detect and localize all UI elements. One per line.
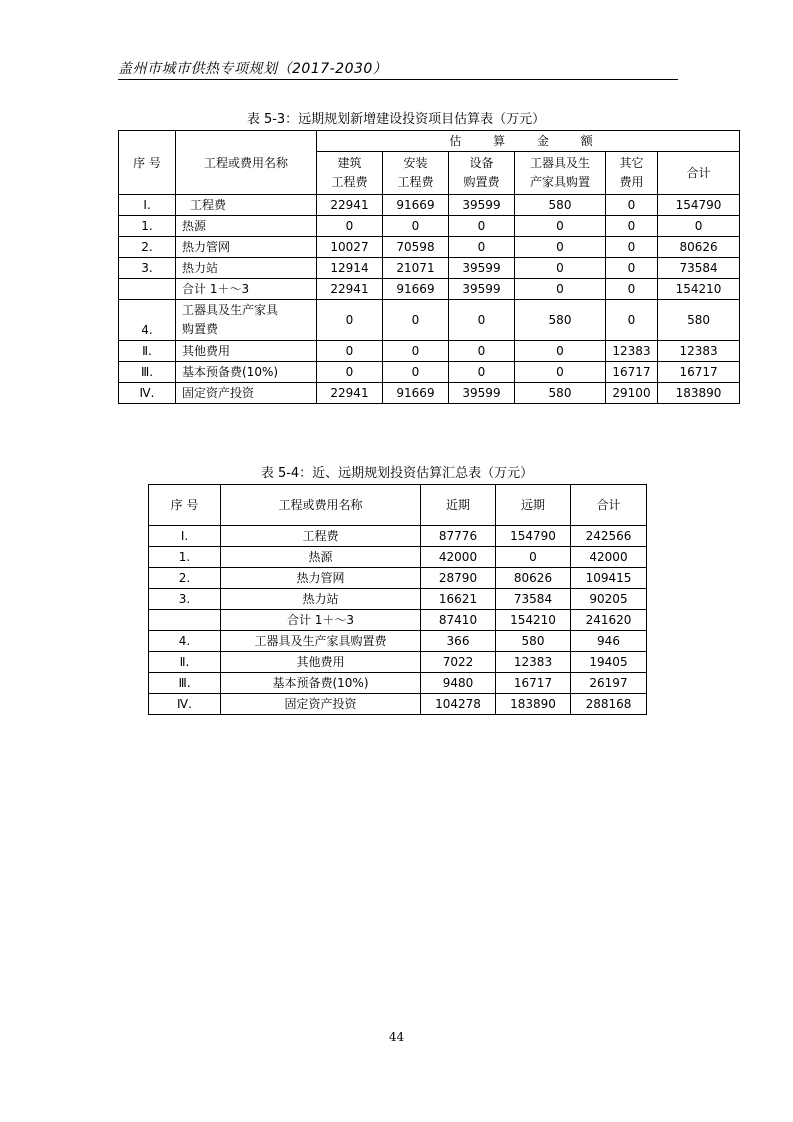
row-value: 154210	[658, 279, 740, 300]
row-value: 91669	[383, 279, 449, 300]
header-estimate-amount: 估 算 金 额	[317, 131, 740, 152]
header-item-name: 工程或费用名称	[176, 131, 317, 195]
table-row	[149, 568, 647, 589]
row-value: 241620	[571, 610, 647, 631]
row-value: 288168	[571, 694, 647, 715]
row-value: 39599	[449, 383, 515, 404]
row-seq: 2.	[119, 237, 176, 258]
row-value: 0	[515, 237, 606, 258]
table-row	[119, 237, 740, 258]
table-row	[119, 279, 740, 300]
row-value: 0	[383, 216, 449, 237]
subheader-line: 建筑	[337, 156, 362, 170]
header-seq: 序 号	[119, 131, 176, 195]
row-value: 183890	[658, 383, 740, 404]
row-seq: Ⅰ.	[119, 195, 176, 216]
row-item-name: 固定资产投资	[221, 694, 421, 715]
table-row	[119, 341, 740, 362]
row-value: 26197	[571, 673, 647, 694]
row-value: 19405	[571, 652, 647, 673]
row-item-name: 热力站	[221, 589, 421, 610]
row-value: 0	[449, 216, 515, 237]
row-seq: 1.	[149, 547, 221, 568]
row-value: 104278	[421, 694, 496, 715]
row-value: 0	[606, 216, 658, 237]
subheader-line: 工程费	[331, 175, 368, 189]
document-header-title: 盖州市城市供热专项规划（2017-2030）	[118, 61, 388, 77]
table-row	[149, 631, 647, 652]
row-value: 0	[515, 258, 606, 279]
table2-caption: 表 5-4：近、远期规划投资估算汇总表（万元）	[260, 466, 534, 481]
row-value: 16717	[606, 362, 658, 383]
header-divider	[118, 79, 678, 80]
subheader-line: 费用	[619, 175, 644, 189]
subheader-line: 产家具购置	[529, 175, 590, 189]
row-item-name: 基本预备费(10%)	[221, 673, 421, 694]
table-row	[149, 526, 647, 547]
row-value: 16717	[496, 673, 571, 694]
table-row	[119, 216, 740, 237]
row-value: 16717	[658, 362, 740, 383]
row-value: 22941	[317, 195, 383, 216]
header-cell: 合计	[571, 485, 647, 526]
row-seq: 4.	[149, 631, 221, 652]
page-number: 44	[388, 1030, 405, 1044]
row-item-name: 其他费用	[221, 652, 421, 673]
row-value: 10027	[317, 237, 383, 258]
subheader-cell	[515, 152, 606, 195]
row-item-name: 热力站	[176, 258, 317, 279]
row-value: 42000	[571, 547, 647, 568]
row-value: 39599	[449, 279, 515, 300]
row-value: 0	[606, 195, 658, 216]
table-row	[119, 300, 740, 341]
row-item-name: 热力管网	[221, 568, 421, 589]
row-item-name	[176, 300, 317, 341]
row-value: 154790	[658, 195, 740, 216]
row-item-name: 工程费	[176, 195, 317, 216]
row-value: 39599	[449, 258, 515, 279]
row-seq: 3.	[119, 258, 176, 279]
table-row	[149, 694, 647, 715]
row-value: 91669	[383, 195, 449, 216]
row-seq: Ⅲ.	[119, 362, 176, 383]
row-value: 70598	[383, 237, 449, 258]
far-term-investment-table	[118, 130, 740, 404]
row-value: 0	[606, 258, 658, 279]
header-cell: 工程或费用名称	[221, 485, 421, 526]
row-value: 12383	[658, 341, 740, 362]
table-row	[149, 652, 647, 673]
table-row	[149, 610, 647, 631]
row-value: 580	[496, 631, 571, 652]
row-value: 183890	[496, 694, 571, 715]
subheader-line: 合计	[686, 165, 711, 180]
row-value: 0	[449, 300, 515, 341]
row-seq: 4.	[119, 300, 176, 341]
row-value: 0	[606, 300, 658, 341]
row-item-name-line: 工器具及生产家具	[182, 303, 279, 317]
row-value: 0	[606, 237, 658, 258]
row-value: 16621	[421, 589, 496, 610]
subheader-line: 购置费	[463, 175, 500, 189]
subheader-line: 工程费	[397, 175, 434, 189]
table-header-row	[149, 485, 647, 526]
row-value: 0	[449, 237, 515, 258]
row-value: 42000	[421, 547, 496, 568]
row-value: 0	[658, 216, 740, 237]
row-value: 0	[449, 341, 515, 362]
row-value: 0	[515, 341, 606, 362]
row-seq	[119, 279, 176, 300]
row-value: 0	[317, 216, 383, 237]
row-value: 7022	[421, 652, 496, 673]
row-value: 12383	[496, 652, 571, 673]
row-value: 0	[317, 300, 383, 341]
row-item-name: 合计 1＋～3	[176, 279, 317, 300]
subheader-cell	[383, 152, 449, 195]
row-item-name: 工程费	[221, 526, 421, 547]
header-cell: 近期	[421, 485, 496, 526]
row-value: 9480	[421, 673, 496, 694]
row-value: 12383	[606, 341, 658, 362]
subheader-line: 其它	[619, 156, 644, 170]
row-value: 0	[383, 300, 449, 341]
row-value: 73584	[658, 258, 740, 279]
table-row	[149, 589, 647, 610]
row-seq: Ⅰ.	[149, 526, 221, 547]
row-value: 580	[515, 300, 606, 341]
subheader-cell	[606, 152, 658, 195]
row-value: 0	[496, 547, 571, 568]
row-value: 80626	[496, 568, 571, 589]
row-value: 0	[515, 362, 606, 383]
row-seq: 2.	[149, 568, 221, 589]
table-row	[119, 195, 740, 216]
table1-caption: 表 5-3：远期规划新增建设投资项目估算表（万元）	[246, 112, 546, 127]
row-value: 90205	[571, 589, 647, 610]
subheader-cell	[317, 152, 383, 195]
row-seq: 1.	[119, 216, 176, 237]
row-value: 39599	[449, 195, 515, 216]
header-cell: 远期	[496, 485, 571, 526]
row-value: 87776	[421, 526, 496, 547]
row-seq: Ⅳ.	[119, 383, 176, 404]
table-row	[149, 547, 647, 568]
row-item-name: 其他费用	[176, 341, 317, 362]
row-value: 22941	[317, 279, 383, 300]
row-value: 12914	[317, 258, 383, 279]
row-value: 366	[421, 631, 496, 652]
subheader-cell	[658, 152, 740, 195]
row-value: 73584	[496, 589, 571, 610]
row-value: 22941	[317, 383, 383, 404]
row-value: 0	[317, 362, 383, 383]
row-seq: Ⅱ.	[119, 341, 176, 362]
row-value: 80626	[658, 237, 740, 258]
row-value: 0	[317, 341, 383, 362]
table-row	[119, 362, 740, 383]
row-value: 91669	[383, 383, 449, 404]
row-value: 580	[658, 300, 740, 341]
row-value: 109415	[571, 568, 647, 589]
row-value: 21071	[383, 258, 449, 279]
row-value: 0	[383, 362, 449, 383]
row-item-name: 热源	[176, 216, 317, 237]
row-item-name: 热力管网	[176, 237, 317, 258]
row-item-name: 基本预备费(10%)	[176, 362, 317, 383]
row-item-name-line: 购置费	[182, 322, 219, 336]
subheader-line: 设备	[469, 156, 494, 170]
row-seq: Ⅲ.	[149, 673, 221, 694]
row-value: 29100	[606, 383, 658, 404]
row-value: 580	[515, 383, 606, 404]
row-item-name: 热源	[221, 547, 421, 568]
table-row	[149, 673, 647, 694]
row-seq: Ⅱ.	[149, 652, 221, 673]
row-value: 28790	[421, 568, 496, 589]
row-value: 0	[515, 216, 606, 237]
subheader-cell	[449, 152, 515, 195]
row-seq: 3.	[149, 589, 221, 610]
row-value: 242566	[571, 526, 647, 547]
row-value: 154210	[496, 610, 571, 631]
row-value: 0	[449, 362, 515, 383]
row-item-name: 工器具及生产家具购置费	[221, 631, 421, 652]
row-value: 0	[515, 279, 606, 300]
row-item-name: 固定资产投资	[176, 383, 317, 404]
table-row	[119, 383, 740, 404]
row-item-name: 合计 1＋～3	[221, 610, 421, 631]
table-header-row	[119, 131, 740, 152]
row-seq	[149, 610, 221, 631]
header-cell: 序 号	[149, 485, 221, 526]
row-value: 580	[515, 195, 606, 216]
investment-summary-table	[148, 484, 647, 715]
row-value: 0	[606, 279, 658, 300]
row-seq: Ⅳ.	[149, 694, 221, 715]
table-row	[119, 258, 740, 279]
subheader-line: 安装	[403, 156, 428, 170]
row-value: 0	[383, 341, 449, 362]
row-value: 87410	[421, 610, 496, 631]
row-value: 946	[571, 631, 647, 652]
row-value: 154790	[496, 526, 571, 547]
subheader-line: 工器具及生	[529, 156, 590, 170]
